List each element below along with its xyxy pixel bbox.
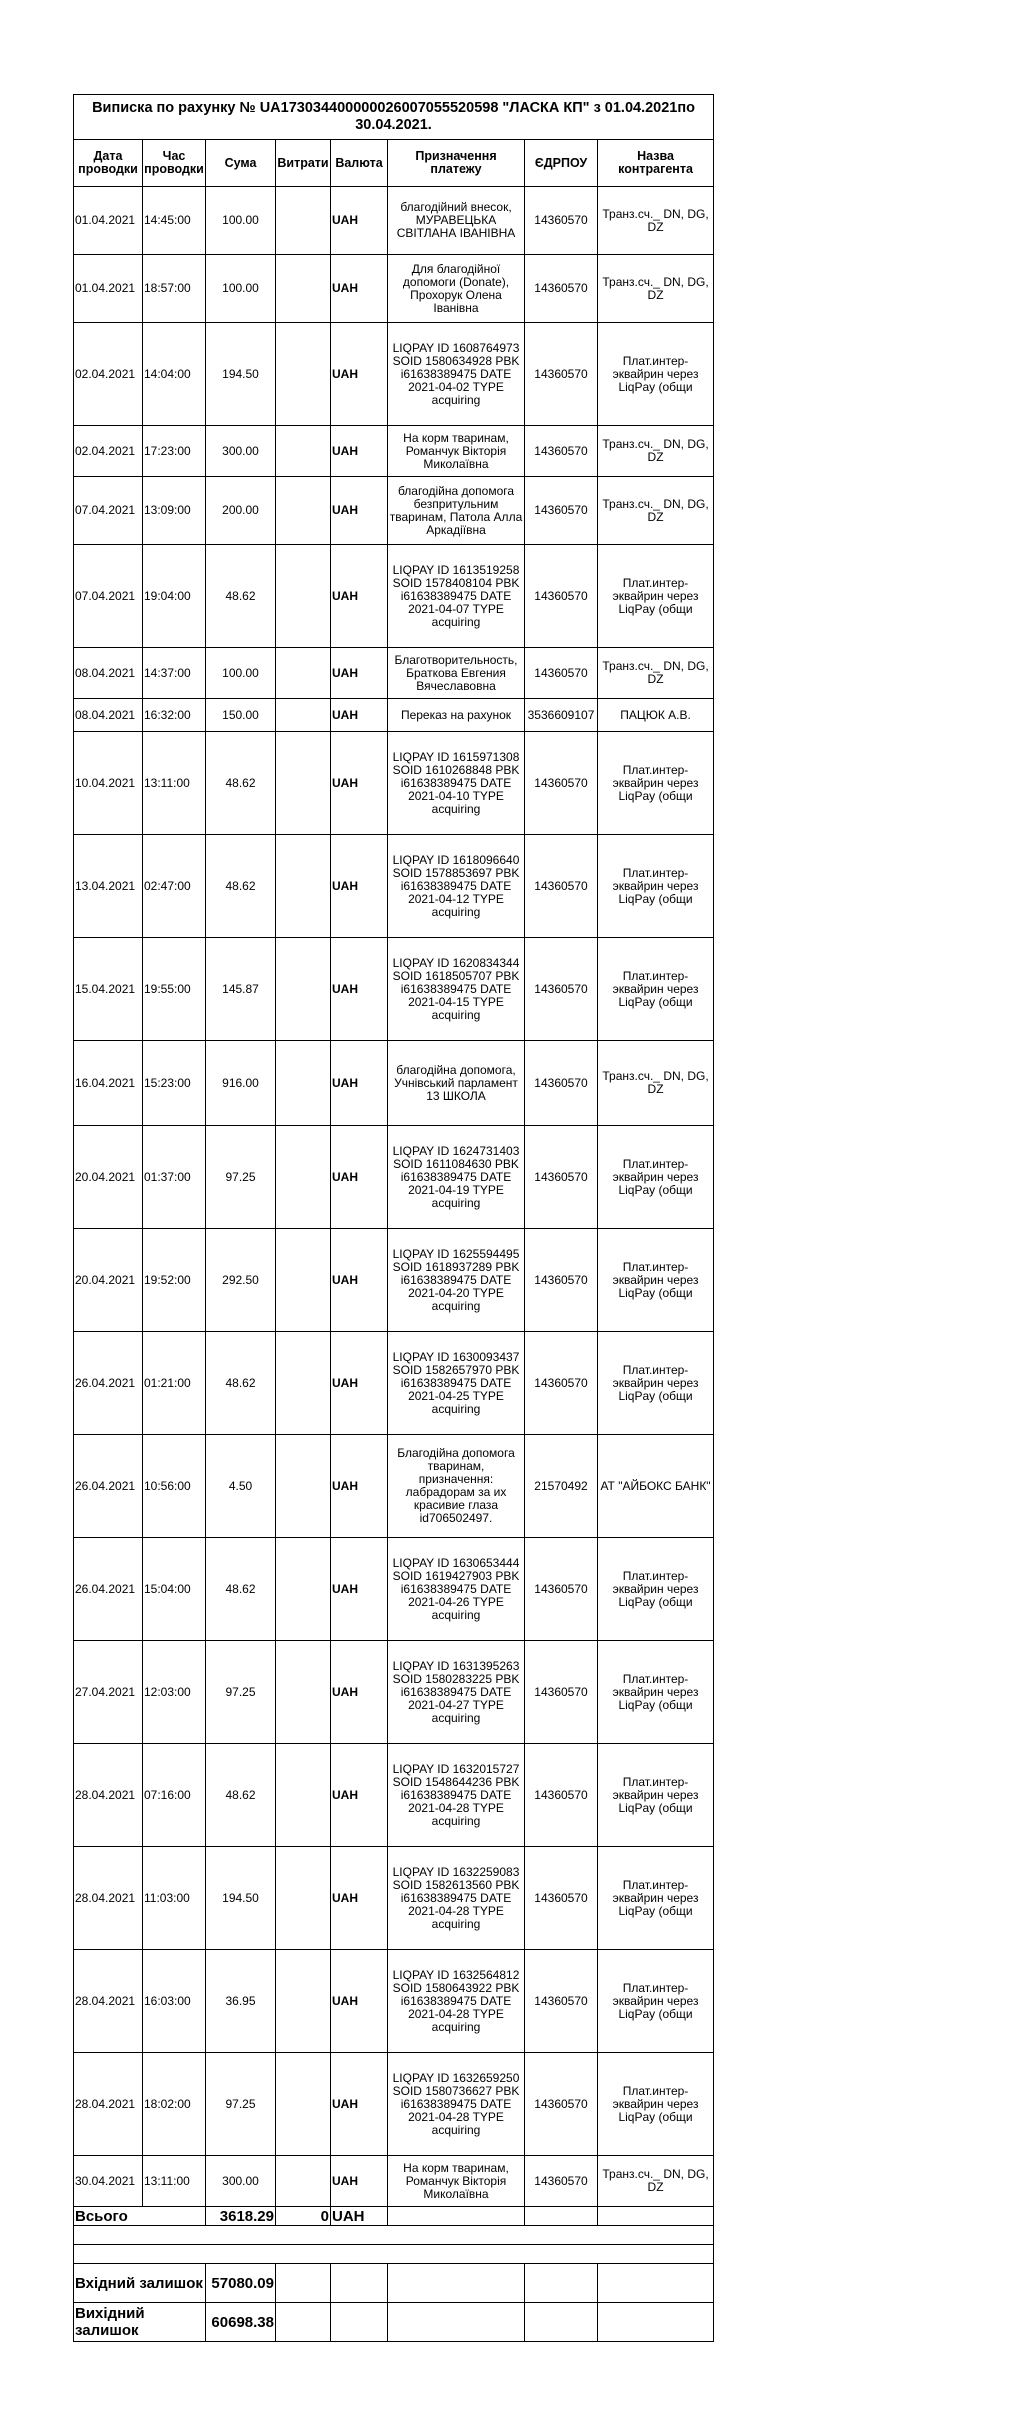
cell-time: 01:21:00 [143, 1332, 206, 1435]
empty-cell [388, 2264, 525, 2303]
cell-edrpou: 14360570 [525, 835, 598, 938]
cell-currency: UAH [331, 2156, 388, 2207]
cell-amount: 194.50 [206, 323, 276, 426]
cell-amount: 48.62 [206, 545, 276, 648]
empty-cell [598, 2264, 714, 2303]
cell-purpose: LIQPAY ID 1631395263 SOID 1580283225 PBK i61638389475 DATE 2021-04-27 TYPE acquiring [388, 1641, 525, 1744]
table-row [74, 2053, 714, 2156]
empty-cell [74, 2226, 714, 2245]
cell-date: 26.04.2021 [74, 1332, 143, 1435]
cell-date: 28.04.2021 [74, 1744, 143, 1847]
cell-edrpou: 14360570 [525, 732, 598, 835]
empty-cell [276, 2264, 331, 2303]
cell-edrpou: 14360570 [525, 648, 598, 699]
cell-edrpou: 14360570 [525, 1229, 598, 1332]
table-row [74, 1126, 714, 1229]
cell-purpose: LIQPAY ID 1625594495 SOID 1618937289 PBK i61638389475 DATE 2021-04-20 TYPE acquiring [388, 1229, 525, 1332]
header-counterparty: Назва контрагента [598, 140, 714, 187]
table-row [74, 426, 714, 477]
cell-currency: UAH [331, 1950, 388, 2053]
cell-amount: 145.87 [206, 938, 276, 1041]
cell-counterparty: ПАЦЮК А.В. [598, 699, 714, 732]
cell-amount: 97.25 [206, 1126, 276, 1229]
cell-edrpou: 14360570 [525, 1041, 598, 1126]
cell-time: 13:11:00 [143, 732, 206, 835]
total-row [74, 2207, 714, 2226]
cell-purpose: LIQPAY ID 1618096640 SOID 1578853697 PBK i61638389475 DATE 2021-04-12 TYPE acquiring [388, 835, 525, 938]
cell-edrpou: 14360570 [525, 1538, 598, 1641]
cell-amount: 97.25 [206, 1641, 276, 1744]
cell-currency: UAH [331, 1041, 388, 1126]
cell-date: 08.04.2021 [74, 648, 143, 699]
cell-edrpou: 14360570 [525, 426, 598, 477]
cell-expense [276, 323, 331, 426]
table-row [74, 835, 714, 938]
cell-date: 13.04.2021 [74, 835, 143, 938]
header-time: Час проводки [143, 140, 206, 187]
cell-edrpou: 14360570 [525, 1847, 598, 1950]
cell-time: 11:03:00 [143, 1847, 206, 1950]
empty-cell [598, 2303, 714, 2342]
table-row [74, 1435, 714, 1538]
cell-expense [276, 699, 331, 732]
total-currency: UAH [331, 2207, 388, 2226]
cell-time: 10:56:00 [143, 1435, 206, 1538]
cell-amount: 36.95 [206, 1950, 276, 2053]
cell-counterparty: Транз.сч._ DN, DG, DZ [598, 2156, 714, 2207]
cell-time: 13:09:00 [143, 477, 206, 545]
cell-time: 15:23:00 [143, 1041, 206, 1126]
cell-currency: UAH [331, 938, 388, 1041]
empty-cell [525, 2264, 598, 2303]
cell-edrpou: 14360570 [525, 1126, 598, 1229]
cell-expense [276, 545, 331, 648]
empty-cell [388, 2207, 525, 2226]
cell-date: 26.04.2021 [74, 1538, 143, 1641]
cell-expense [276, 1950, 331, 2053]
total-expense: 0 [276, 2207, 331, 2226]
cell-counterparty: Плат.интер-эквайрин через LiqPay (общи [598, 732, 714, 835]
cell-expense [276, 1641, 331, 1744]
cell-amount: 97.25 [206, 2053, 276, 2156]
cell-counterparty: Транз.сч._ DN, DG, DZ [598, 477, 714, 545]
cell-edrpou: 14360570 [525, 255, 598, 323]
cell-expense [276, 1847, 331, 1950]
cell-currency: UAH [331, 426, 388, 477]
cell-counterparty: Плат.интер-эквайрин через LiqPay (общи [598, 1950, 714, 2053]
empty-cell [331, 2303, 388, 2342]
cell-purpose: LIQPAY ID 1630653444 SOID 1619427903 PBK i61638389475 DATE 2021-04-26 TYPE acquiring [388, 1538, 525, 1641]
cell-time: 16:03:00 [143, 1950, 206, 2053]
table-row [74, 323, 714, 426]
spacer-row [74, 2245, 714, 2264]
total-label: Всього [74, 2207, 206, 2226]
cell-currency: UAH [331, 1538, 388, 1641]
cell-expense [276, 648, 331, 699]
cell-counterparty: Плат.интер-эквайрин через LiqPay (общи [598, 1126, 714, 1229]
cell-edrpou: 14360570 [525, 938, 598, 1041]
cell-edrpou: 3536609107 [525, 699, 598, 732]
cell-time: 18:57:00 [143, 255, 206, 323]
cell-currency: UAH [331, 1641, 388, 1744]
closing-balance-amount: 60698.38 [206, 2303, 276, 2342]
cell-edrpou: 14360570 [525, 1332, 598, 1435]
cell-date: 28.04.2021 [74, 1847, 143, 1950]
cell-amount: 200.00 [206, 477, 276, 545]
cell-purpose: LIQPAY ID 1632659250 SOID 1580736627 PBK i61638389475 DATE 2021-04-28 TYPE acquiring [388, 2053, 525, 2156]
cell-date: 10.04.2021 [74, 732, 143, 835]
cell-expense [276, 1435, 331, 1538]
table-row [74, 1041, 714, 1126]
cell-purpose: Благодійна допомога тваринам, призначення: лабрадорам за их красивие глаза id706502497. [388, 1435, 525, 1538]
cell-amount: 48.62 [206, 1744, 276, 1847]
cell-currency: UAH [331, 477, 388, 545]
cell-currency: UAH [331, 1744, 388, 1847]
cell-purpose: Для благодійної допомоги (Donate), Прохорук Олена Іванівна [388, 255, 525, 323]
cell-currency: UAH [331, 1332, 388, 1435]
cell-edrpou: 14360570 [525, 477, 598, 545]
cell-counterparty: Плат.интер-эквайрин через LiqPay (общи [598, 835, 714, 938]
cell-counterparty: Транз.сч._ DN, DG, DZ [598, 648, 714, 699]
cell-purpose: благодійний внесок, МУРАВЕЦЬКА СВІТЛАНА ІВАНІВНА [388, 187, 525, 255]
cell-expense [276, 835, 331, 938]
opening-balance-label: Вхідний залишок [74, 2264, 206, 2303]
cell-purpose: Переказ на рахунок [388, 699, 525, 732]
empty-cell [74, 2245, 714, 2264]
cell-date: 02.04.2021 [74, 323, 143, 426]
closing-balance-label: Вихідний залишок [74, 2303, 206, 2342]
cell-edrpou: 14360570 [525, 1950, 598, 2053]
header-amount: Сума [206, 140, 276, 187]
cell-amount: 100.00 [206, 255, 276, 323]
cell-edrpou: 14360570 [525, 1641, 598, 1744]
table-row [74, 255, 714, 323]
cell-counterparty: Плат.интер-эквайрин через LiqPay (общи [598, 2053, 714, 2156]
cell-expense [276, 255, 331, 323]
table-row [74, 2156, 714, 2207]
closing-balance-row [74, 2303, 714, 2342]
cell-counterparty: Плат.интер-эквайрин через LiqPay (общи [598, 1744, 714, 1847]
cell-currency: UAH [331, 648, 388, 699]
opening-balance-amount: 57080.09 [206, 2264, 276, 2303]
cell-currency: UAH [331, 2053, 388, 2156]
cell-currency: UAH [331, 1847, 388, 1950]
cell-time: 02:47:00 [143, 835, 206, 938]
empty-cell [388, 2303, 525, 2342]
cell-time: 19:52:00 [143, 1229, 206, 1332]
cell-purpose: LIQPAY ID 1620834344 SOID 1618505707 PBK i61638389475 DATE 2021-04-15 TYPE acquiring [388, 938, 525, 1041]
table-row [74, 545, 714, 648]
header-edrpou: ЄДРПОУ [525, 140, 598, 187]
table-row [74, 187, 714, 255]
statement-document [73, 94, 713, 2342]
cell-time: 17:23:00 [143, 426, 206, 477]
cell-expense [276, 1332, 331, 1435]
cell-expense [276, 1041, 331, 1126]
cell-currency: UAH [331, 699, 388, 732]
cell-amount: 48.62 [206, 835, 276, 938]
cell-amount: 48.62 [206, 732, 276, 835]
cell-date: 01.04.2021 [74, 187, 143, 255]
cell-purpose: благодійна допомога, Учнівський парламент 13 ШКОЛА [388, 1041, 525, 1126]
cell-date: 02.04.2021 [74, 426, 143, 477]
table-row [74, 1950, 714, 2053]
cell-time: 16:32:00 [143, 699, 206, 732]
cell-date: 26.04.2021 [74, 1435, 143, 1538]
empty-cell [331, 2264, 388, 2303]
cell-currency: UAH [331, 1126, 388, 1229]
cell-counterparty: Плат.интер-эквайрин через LiqPay (общи [598, 1332, 714, 1435]
cell-counterparty: Транз.сч._ DN, DG, DZ [598, 1041, 714, 1126]
cell-amount: 292.50 [206, 1229, 276, 1332]
cell-edrpou: 14360570 [525, 2156, 598, 2207]
cell-counterparty: Плат.интер-эквайрин через LiqPay (общи [598, 323, 714, 426]
cell-amount: 150.00 [206, 699, 276, 732]
cell-time: 14:45:00 [143, 187, 206, 255]
cell-date: 07.04.2021 [74, 477, 143, 545]
cell-counterparty: Транз.сч._ DN, DG, DZ [598, 255, 714, 323]
cell-amount: 48.62 [206, 1538, 276, 1641]
cell-edrpou: 14360570 [525, 545, 598, 648]
cell-time: 15:04:00 [143, 1538, 206, 1641]
cell-expense [276, 1744, 331, 1847]
cell-date: 20.04.2021 [74, 1126, 143, 1229]
table-row [74, 477, 714, 545]
empty-cell [276, 2303, 331, 2342]
empty-cell [525, 2207, 598, 2226]
table-row [74, 1332, 714, 1435]
cell-time: 14:04:00 [143, 323, 206, 426]
cell-time: 19:04:00 [143, 545, 206, 648]
cell-counterparty: Транз.сч._ DN, DG, DZ [598, 426, 714, 477]
statement-table [73, 94, 714, 2342]
opening-balance-row [74, 2264, 714, 2303]
cell-date: 30.04.2021 [74, 2156, 143, 2207]
cell-edrpou: 14360570 [525, 1744, 598, 1847]
cell-currency: UAH [331, 1435, 388, 1538]
header-purpose: Призначення платежу [388, 140, 525, 187]
header-date: Дата проводки [74, 140, 143, 187]
header-row [74, 140, 714, 187]
cell-time: 19:55:00 [143, 938, 206, 1041]
cell-purpose: LIQPAY ID 1608764973 SOID 1580634928 PBK i61638389475 DATE 2021-04-02 TYPE acquiring [388, 323, 525, 426]
empty-cell [525, 2303, 598, 2342]
cell-amount: 100.00 [206, 187, 276, 255]
cell-counterparty: Плат.интер-эквайрин через LiqPay (общи [598, 1538, 714, 1641]
cell-purpose: LIQPAY ID 1632015727 SOID 1548644236 PBK i61638389475 DATE 2021-04-28 TYPE acquiring [388, 1744, 525, 1847]
cell-date: 08.04.2021 [74, 699, 143, 732]
cell-currency: UAH [331, 1229, 388, 1332]
cell-purpose: LIQPAY ID 1624731403 SOID 1611084630 PBK i61638389475 DATE 2021-04-19 TYPE acquiring [388, 1126, 525, 1229]
cell-currency: UAH [331, 835, 388, 938]
table-row [74, 1641, 714, 1744]
cell-date: 28.04.2021 [74, 1950, 143, 2053]
table-row [74, 648, 714, 699]
total-amount: 3618.29 [206, 2207, 276, 2226]
cell-currency: UAH [331, 323, 388, 426]
cell-purpose: благодійна допомога безпритульним тваринам, Патола Алла Аркадіївна [388, 477, 525, 545]
cell-expense [276, 1126, 331, 1229]
cell-purpose: LIQPAY ID 1632564812 SOID 1580643922 PBK i61638389475 DATE 2021-04-28 TYPE acquiring [388, 1950, 525, 2053]
cell-date: 07.04.2021 [74, 545, 143, 648]
cell-expense [276, 426, 331, 477]
cell-time: 01:37:00 [143, 1126, 206, 1229]
table-row [74, 1229, 714, 1332]
cell-time: 14:37:00 [143, 648, 206, 699]
cell-counterparty: Плат.интер-эквайрин через LiqPay (общи [598, 545, 714, 648]
cell-date: 16.04.2021 [74, 1041, 143, 1126]
cell-purpose: На корм тваринам, Романчук Вікторія Миколаївна [388, 426, 525, 477]
cell-expense [276, 938, 331, 1041]
table-row [74, 699, 714, 732]
spacer-row [74, 2226, 714, 2245]
cell-expense [276, 1538, 331, 1641]
cell-edrpou: 21570492 [525, 1435, 598, 1538]
cell-amount: 100.00 [206, 648, 276, 699]
cell-date: 15.04.2021 [74, 938, 143, 1041]
cell-edrpou: 14360570 [525, 187, 598, 255]
cell-purpose: LIQPAY ID 1613519258 SOID 1578408104 PBK i61638389475 DATE 2021-04-07 TYPE acquiring [388, 545, 525, 648]
cell-amount: 300.00 [206, 426, 276, 477]
cell-purpose: Благотворительность, Браткова Евгения Вячеславовна [388, 648, 525, 699]
cell-counterparty: Плат.интер-эквайрин через LiqPay (общи [598, 1641, 714, 1744]
table-row [74, 732, 714, 835]
header-currency: Валюта [331, 140, 388, 187]
cell-expense [276, 732, 331, 835]
cell-edrpou: 14360570 [525, 2053, 598, 2156]
cell-currency: UAH [331, 187, 388, 255]
cell-counterparty: АТ "АЙБОКС БАНК" [598, 1435, 714, 1538]
cell-expense [276, 2156, 331, 2207]
table-row [74, 1744, 714, 1847]
cell-amount: 48.62 [206, 1332, 276, 1435]
cell-purpose: LIQPAY ID 1615971308 SOID 1610268848 PBK i61638389475 DATE 2021-04-10 TYPE acquiring [388, 732, 525, 835]
cell-date: 27.04.2021 [74, 1641, 143, 1744]
cell-amount: 300.00 [206, 2156, 276, 2207]
cell-expense [276, 477, 331, 545]
cell-time: 07:16:00 [143, 1744, 206, 1847]
cell-time: 13:11:00 [143, 2156, 206, 2207]
cell-counterparty: Плат.интер-эквайрин через LiqPay (общи [598, 1229, 714, 1332]
cell-expense [276, 2053, 331, 2156]
table-row [74, 1538, 714, 1641]
cell-currency: UAH [331, 545, 388, 648]
cell-expense [276, 1229, 331, 1332]
cell-purpose: LIQPAY ID 1632259083 SOID 1582613560 PBK i61638389475 DATE 2021-04-28 TYPE acquiring [388, 1847, 525, 1950]
cell-counterparty: Плат.интер-эквайрин через LiqPay (общи [598, 938, 714, 1041]
cell-edrpou: 14360570 [525, 323, 598, 426]
cell-counterparty: Транз.сч._ DN, DG, DZ [598, 187, 714, 255]
empty-cell [598, 2207, 714, 2226]
header-expense: Витрати [276, 140, 331, 187]
cell-purpose: LIQPAY ID 1630093437 SOID 1582657970 PBK i61638389475 DATE 2021-04-25 TYPE acquiring [388, 1332, 525, 1435]
cell-expense [276, 187, 331, 255]
cell-date: 28.04.2021 [74, 2053, 143, 2156]
cell-time: 12:03:00 [143, 1641, 206, 1744]
cell-currency: UAH [331, 255, 388, 323]
cell-time: 18:02:00 [143, 2053, 206, 2156]
cell-amount: 194.50 [206, 1847, 276, 1950]
table-row [74, 938, 714, 1041]
cell-amount: 916.00 [206, 1041, 276, 1126]
table-row [74, 1847, 714, 1950]
cell-counterparty: Плат.интер-эквайрин через LiqPay (общи [598, 1847, 714, 1950]
statement-title: Виписка по рахунку № UA173034400000026007055520598 "ЛАСКА КП" з 01.04.2021по 30.04.2021. [74, 95, 714, 140]
cell-purpose: На корм тваринам, Романчук Вікторія Миколаївна [388, 2156, 525, 2207]
cell-date: 20.04.2021 [74, 1229, 143, 1332]
cell-amount: 4.50 [206, 1435, 276, 1538]
cell-date: 01.04.2021 [74, 255, 143, 323]
cell-currency: UAH [331, 732, 388, 835]
